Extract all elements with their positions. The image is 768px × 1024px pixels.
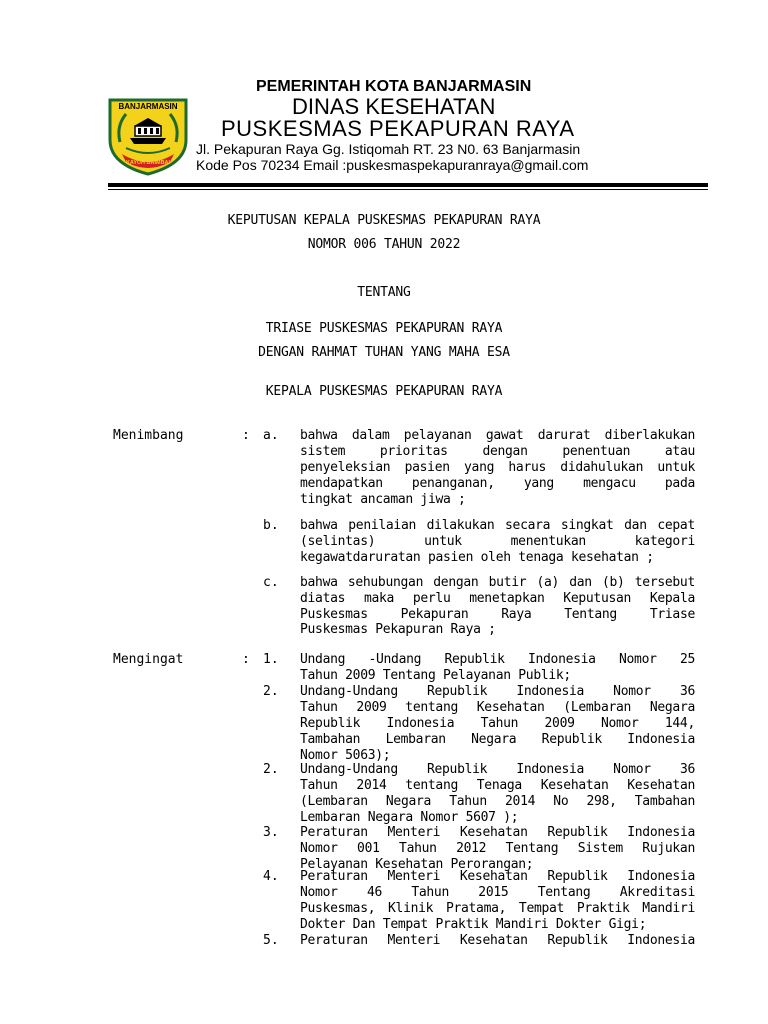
decree-about-label: TENTANG [357, 285, 411, 300]
item-line: Tambahan Lembaran Negara Republik Indonesia [300, 732, 695, 747]
decree-issuer: KEPALA PUSKESMAS PEKAPURAN RAYA [265, 384, 503, 399]
item-line: Puskesmas, Klinik Pratama, Tempat Praktik Mandiri [300, 901, 695, 916]
item-line: Undang-Undang Republik Indonesia Nomor 36 [300, 684, 695, 699]
item-line: penyeleksian pasien yang harus didahulukan untuk [300, 460, 695, 475]
item-line: (selintas) untuk menentukan kategori [300, 534, 695, 549]
item-marker: a. [263, 428, 279, 443]
item-line: Peraturan Menteri Kesehatan Republik Indonesia [300, 869, 695, 884]
item-line: Undang-Undang Republik Indonesia Nomor 36 [300, 762, 695, 777]
menimbang-label: Menimbang [113, 428, 184, 443]
item-marker: 4. [263, 869, 279, 884]
item-marker: c. [263, 575, 279, 590]
postal-email-line: Kode Pos 70234 Email :puskesmaspekapuranraya@gmail.com [196, 157, 589, 173]
item-line: Dokter Dan Tempat Praktik Mandiri Dokter Gigi; [300, 917, 647, 932]
unit-name: PUSKESMAS PEKAPURAN RAYA [221, 116, 575, 141]
item-line: mendapatkan penanganan, yang mengacu pada [300, 476, 695, 491]
item-line: (Lembaran Negara Tahun 2014 No 298, Tambahan [300, 794, 695, 809]
decree-title: KEPUTUSAN KEPALA PUSKESMAS PEKAPURAN RAYA [227, 213, 541, 228]
item-line: Undang -Undang Republik Indonesia Nomor 25 [300, 652, 695, 667]
item-marker: 2. [263, 762, 279, 777]
item-line: tingkat ancaman jiwa ; [300, 492, 466, 507]
item-line: Tahun 2014 tentang Tenaga Kesehatan Kesehatan [300, 778, 695, 793]
item-line: Nomor 46 Tahun 2015 Tentang Akreditasi [300, 885, 695, 900]
mengingat-label: Mengingat [113, 652, 184, 667]
item-line: Pelayanan Kesehatan Perorangan; [300, 857, 534, 872]
item-marker: 5. [263, 933, 279, 948]
decree-subject: TRIASE PUSKESMAS PEKAPURAN RAYA [265, 321, 503, 336]
item-line: Republik Indonesia Tahun 2009 Nomor 144, [300, 716, 695, 731]
item-line: sistem prioritas dengan penentuan atau [300, 444, 695, 459]
item-line: Tahun 2009 Tentang Pelayanan Publik; [300, 668, 571, 683]
item-line: Puskesmas Pekapuran Raya Tentang Triase [300, 607, 695, 622]
logo-text-bottom: KAYUH BAIMBAI [125, 160, 171, 166]
menimbang-colon: : [242, 428, 250, 443]
item-line: kegawatdaruratan pasien oleh tenaga kesehatan ; [300, 550, 654, 565]
item-line: Peraturan Menteri Kesehatan Republik Indonesia [300, 825, 695, 840]
item-line: diatas maka perlu menetapkan Keputusan Kepala [300, 591, 695, 606]
item-line: Peraturan Menteri Kesehatan Republik Indonesia [300, 933, 695, 948]
item-line: bahwa sehubungan dengan butir (a) dan (b) tersebut [300, 575, 695, 590]
address-line: Jl. Pekapuran Raya Gg. Istiqomah RT. 23 N0. 63 Banjarmasin [196, 141, 581, 157]
mengingat-colon: : [242, 652, 250, 667]
item-line: Puskesmas Pekapuran Raya ; [300, 622, 496, 637]
logo-text-top: BANJARMASIN [118, 102, 178, 111]
decree-grace: DENGAN RAHMAT TUHAN YANG MAHA ESA [258, 345, 510, 360]
item-marker: 3. [263, 825, 279, 840]
item-line: Nomor 001 Tahun 2012 Tentang Sistem Rujukan [300, 841, 695, 856]
item-line: bahwa dalam pelayanan gawat darurat diberlakukan [300, 428, 695, 443]
government-name: PEMERINTAH KOTA BANJARMASIN [256, 78, 532, 95]
letterhead-rule-thin [108, 189, 708, 190]
item-marker: 1. [263, 652, 279, 667]
item-line: Nomor 5063); [300, 748, 391, 763]
item-line: Tahun 2009 tentang Kesehatan (Lembaran Negara [300, 700, 695, 715]
item-marker: b. [263, 518, 279, 533]
item-marker: 2. [263, 684, 279, 699]
decree-number: NOMOR 006 TAHUN 2022 [307, 237, 461, 252]
department-name: DINAS KESEHATAN [292, 94, 496, 119]
item-line: Lembaran Negara Nomor 5607 ); [300, 810, 519, 825]
letterhead-rule-thick [108, 183, 708, 187]
banjarmasin-emblem-logo [104, 96, 192, 176]
item-line: bahwa penilaian dilakukan secara singkat dan cepat [300, 518, 695, 533]
